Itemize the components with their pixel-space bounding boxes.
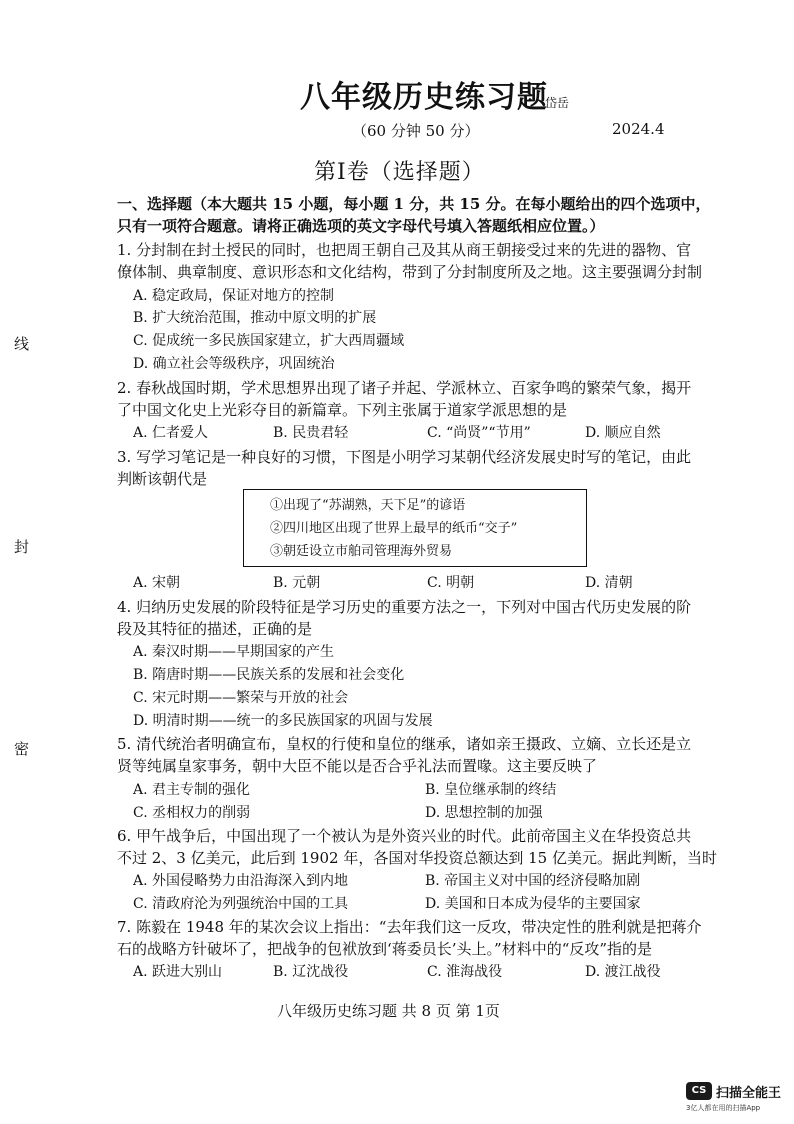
q2-stem-1: 2. 春秋战国时期，学术思想界出现了诸子并起、学派林立、百家争鸣的繁荣气象，揭开 — [117, 379, 692, 397]
q1-option-c: C. 促成统一多民族国家建立，扩大西周疆域 — [133, 333, 405, 349]
section-title: 第Ⅰ卷（选择题） — [314, 160, 485, 185]
q1-option-d: D. 确立社会等级秩序，巩固统治 — [133, 356, 335, 372]
instruction-line-1: 一、选择题（本大题共 15 小题，每小题 1 分，共 15 分。在每小题给出的四个选项中， — [117, 195, 711, 213]
q1-option-b: B. 扩大统治范围，推动中原文明的扩展 — [133, 310, 377, 326]
q7-option-a: A. 跃进大别山 — [133, 964, 223, 980]
exam-date: 2024.4 — [612, 120, 665, 138]
q1-option-a: A. 稳定政局，保证对地方的控制 — [133, 288, 335, 304]
instruction-line-2: 只有一项符合题意。请将正确选项的英文字母代号填入答题纸相应位置。） — [117, 217, 605, 235]
q5-option-c: C. 丞相权力的削弱 — [133, 805, 251, 821]
margin-secret-mark: 密 — [14, 740, 30, 758]
q2-option-a: A. 仁者爱人 — [133, 425, 209, 441]
note-2: ②四川地区出现了世界上最早的纸币“交子” — [270, 521, 518, 536]
q3-option-b: B. 元朝 — [273, 575, 321, 591]
camscanner-logo-icon: CS — [686, 1082, 712, 1100]
title-note: 岱岳 — [545, 96, 570, 110]
q3-option-a: A. 宋朝 — [133, 575, 181, 591]
q2-option-d: D. 顺应自然 — [585, 425, 661, 441]
q5-stem-2: 贤等纯属皇家事务，朝中大臣不能以是否合乎礼法而置喙。这主要反映了 — [117, 757, 598, 775]
watermark-app-name: 扫描全能王 — [716, 1086, 782, 1101]
q2-option-b: B. 民贵君轻 — [273, 425, 349, 441]
q7-option-d: D. 渡江战役 — [585, 964, 661, 980]
q7-stem-1: 7. 陈毅在 1948 年的某次会议上指出：“去年我们这一反攻，带决定性的胜利就是把蒋介 — [117, 918, 702, 936]
q5-option-a: A. 君主专制的强化 — [133, 782, 251, 798]
watermark-slogan: 3亿人都在用的扫描App — [686, 1104, 761, 1112]
q6-stem-1: 6. 甲午战争后，中国出现了一个被认为是外资兴业的时代。此前帝国主义在华投资总共 — [117, 827, 692, 845]
q3-stem-1: 3. 写学习笔记是一种良好的习惯，下图是小明学习某朝代经济发展史时写的笔记，由此 — [117, 448, 692, 466]
margin-line-mark: 线 — [14, 335, 30, 353]
page-title: 八年级历史练习题 — [300, 80, 548, 115]
q5-stem-1: 5. 清代统治者明确宣布，皇权的行使和皇位的继承，诸如亲王摄政、立嫡、立长还是立 — [117, 735, 692, 753]
q1-stem-1: 1. 分封制在封土授民的同时，也把周王朝自己及其从商王朝接受过来的先进的器物、官 — [117, 241, 692, 259]
q4-stem-1: 4. 归纳历史发展的阶段特征是学习历史的重要方法之一，下列对中国古代历史发展的阶 — [117, 598, 692, 616]
q3-option-d: D. 清朝 — [585, 575, 633, 591]
q5-option-d: D. 思想控制的加强 — [425, 805, 543, 821]
q6-option-a: A. 外国侵略势力由沿海深入到内地 — [133, 873, 349, 889]
q7-option-c: C. 淮海战役 — [427, 964, 503, 980]
q6-option-b: B. 帝国主义对中国的经济侵略加剧 — [425, 873, 641, 889]
q7-stem-2: 石的战略方针破坏了，把战争的包袱放到‘蒋委员长’头上。”材料中的“反攻”指的是 — [117, 940, 653, 958]
q6-option-d: D. 美国和日本成为侵华的主要国家 — [425, 896, 641, 912]
q6-stem-2: 不过 2、3 亿美元，此后到 1902 年，各国对华投资总额达到 15 亿美元。据此判断，当时 — [117, 849, 717, 867]
q5-option-b: B. 皇位继承制的终结 — [425, 782, 557, 798]
q3-stem-2: 判断该朝代是 — [117, 470, 208, 488]
q4-option-b: B. 隋唐时期——民族关系的发展和社会变化 — [133, 667, 405, 683]
q4-stem-2: 段及其特征的描述，正确的是 — [117, 620, 313, 638]
q3-option-c: C. 明朝 — [427, 575, 475, 591]
q4-option-c: C. 宋元时期——繁荣与开放的社会 — [133, 690, 349, 706]
q7-option-b: B. 辽沈战役 — [273, 964, 349, 980]
page-footer: 八年级历史练习题 共 8 页 第 1页 — [277, 1002, 500, 1020]
q1-stem-2: 僚体制、典章制度、意识形态和文化结构，带到了分封制度所及之地。这主要强调分封制 — [117, 263, 703, 281]
q4-option-a: A. 秦汉时期——早期国家的产生 — [133, 644, 335, 660]
note-3: ③朝廷设立市舶司管理海外贸易 — [270, 544, 453, 559]
study-notes-box — [243, 489, 587, 567]
q2-option-c: C. “尚贤”“节用” — [427, 425, 531, 441]
q4-option-d: D. 明清时期——统一的多民族国家的巩固与发展 — [133, 713, 433, 729]
q6-option-c: C. 清政府沦为列强统治中国的工具 — [133, 896, 349, 912]
note-1: ①出现了“苏湖熟，天下足”的谚语 — [270, 498, 466, 513]
q2-stem-2: 了中国文化史上光彩夺目的新篇章。下列主张属于道家学派思想的是 — [117, 401, 568, 419]
time-score: （60 分钟 50 分） — [352, 122, 480, 140]
margin-seal-mark: 封 — [14, 538, 30, 556]
